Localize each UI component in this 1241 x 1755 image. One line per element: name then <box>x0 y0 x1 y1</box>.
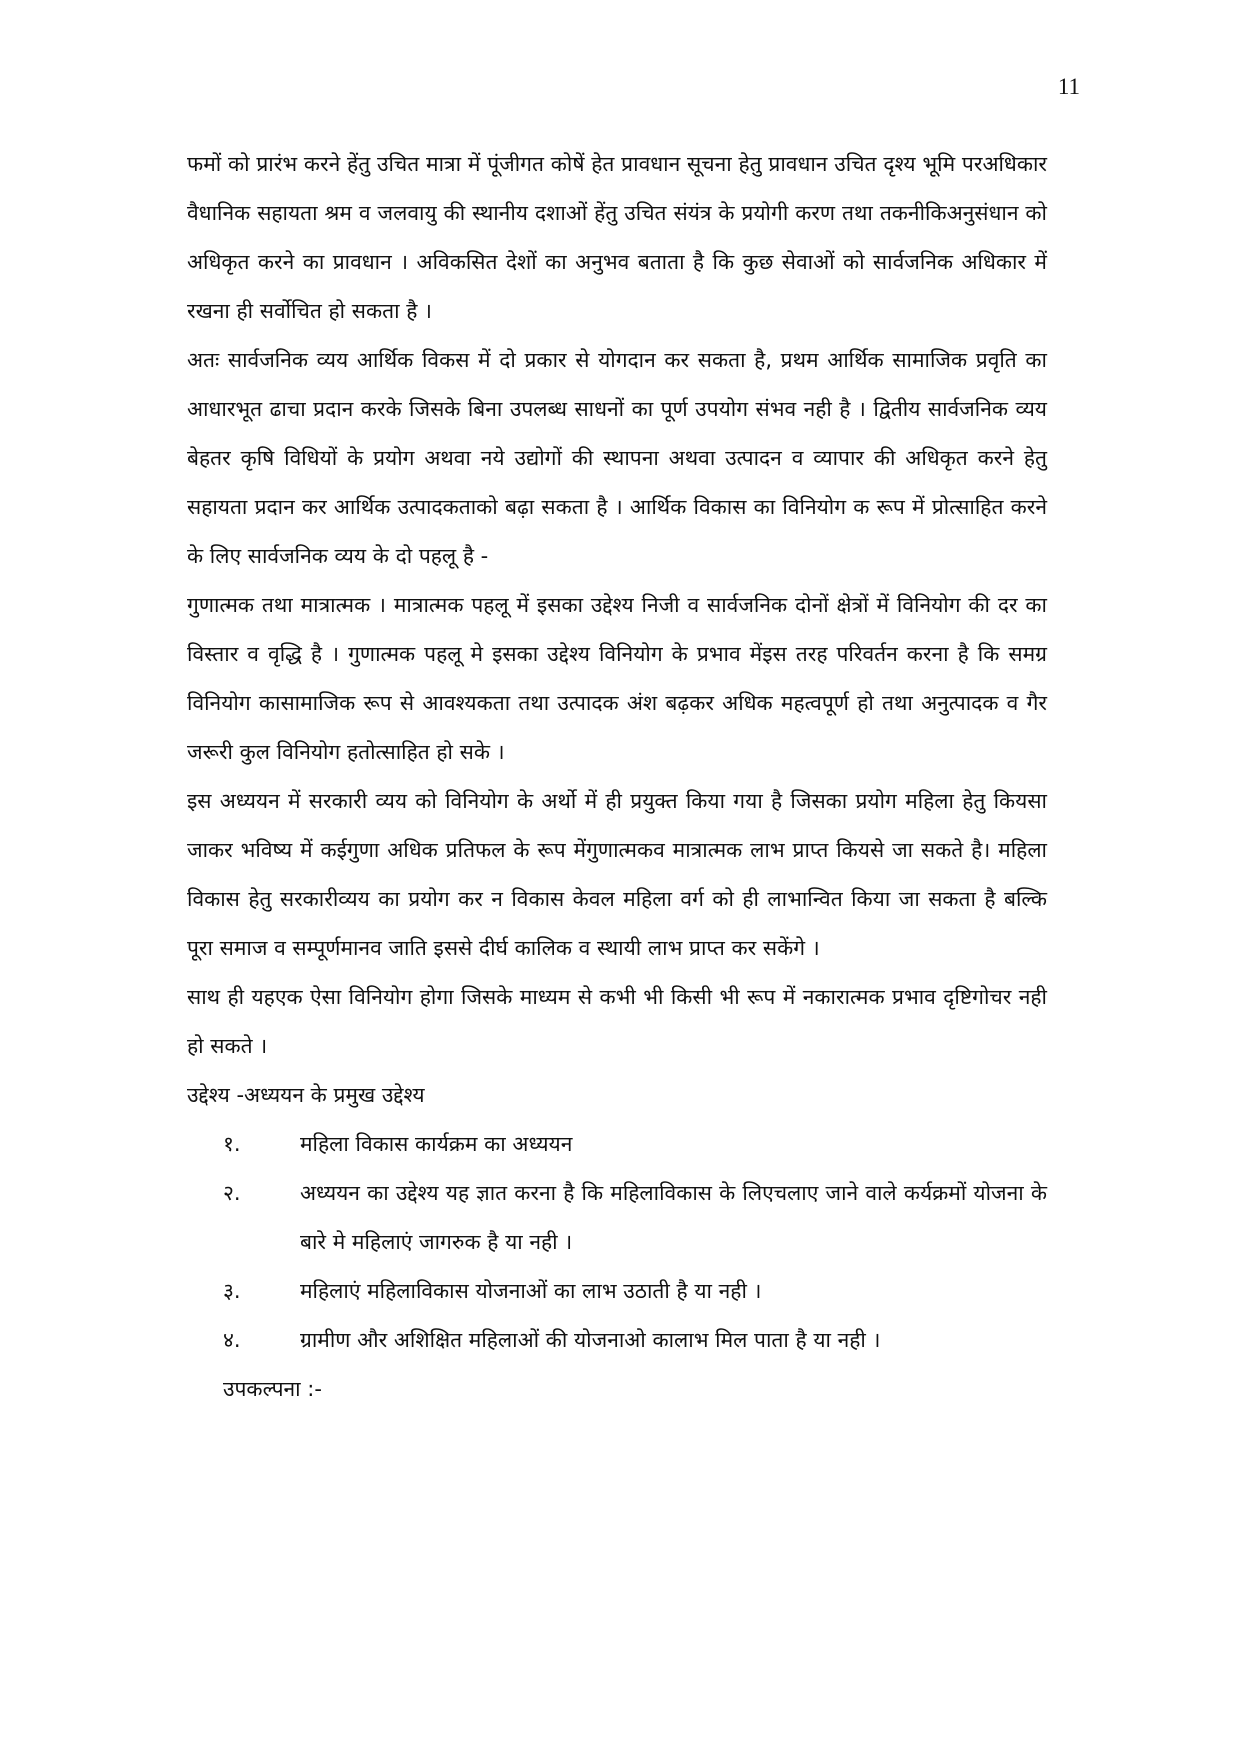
list-item-text: अध्ययन का उद्देश्य यह ज्ञात करना है कि महिलाविकास के लिएचलाए जाने वाले कर्यक्रमों योजना के बारे मे महिलाएं जागरुक है या नही । <box>300 1181 1047 1254</box>
list-item-number: २. <box>223 1181 241 1205</box>
list-item <box>187 1169 1047 1267</box>
page-number: 11 <box>1057 74 1080 99</box>
list-item-number: ३. <box>223 1279 241 1303</box>
paragraph: फमों को प्रारंभ करने हेंतु उचित मात्रा में पूंजीगत कोषें हेत प्रावधान सूचना हेतु प्रावधान उचित दृश्य भूमि परअधिकार वैधानिक सहायता श्रम व जलवायु की स्थानीय दशाओं हेंतु उचित संयंत्र के प्रयोगी करण तथा तकनीकिअनुसंधान को अधिकृत करने का प्रावधान । अविकसित देशों का अनुभव बताता है कि कुछ सेवाओं को सार्वजनिक अधिकार में रखना ही सर्वोचित हो सकता है । <box>187 152 1047 323</box>
paragraph: गुणात्मक तथा मात्रात्मक । मात्रात्मक पहलू में इसका उद्देश्य निजी व सार्वजनिक दोनों क्षेत्रों में विनियोग की दर का विस्तार व वृद्धि है । गुणात्मक पहलू मे इसका उद्देश्य विनियोग के प्रभाव मेंइस तरह परिवर्तन करना है कि समग्र विनियोग कासामाजिक रूप से आवश्यकता तथा उत्पादक अंश बढ़कर अधिक महत्वपूर्ण हो तथा अनुत्पादक व गैर जरूरी कुल विनियोग हतोत्साहित हो सके । <box>187 593 1047 764</box>
list-item-number: १. <box>223 1132 241 1156</box>
list-item-text: ग्रामीण और अशिक्षित महिलाओं की योजनाओ कालाभ मिल पाता है या नही । <box>300 1328 881 1352</box>
hypothesis-heading: उपकल्पना :- <box>223 1377 322 1401</box>
list-item <box>187 1316 1047 1365</box>
objectives-heading: उद्देश्य -अध्ययन के प्रमुख उद्देश्य <box>187 1083 425 1107</box>
list-item-number: ४. <box>223 1328 241 1352</box>
document-body <box>187 140 1047 1414</box>
list-item-text: महिला विकास कार्यक्रम का अध्ययन <box>300 1132 573 1156</box>
paragraph: अतः सार्वजनिक व्यय आर्थिक विकस में दो प्रकार से योगदान कर सकता है, प्रथम आर्थिक सामाजिक प्रवृति का आधारभूत ढाचा प्रदान करके जिसके बिना उपलब्ध साधनों का पूर्ण उपयोग संभव नही है । द्वितीय सार्वजनिक व्यय बेहतर कृषि विधियों के प्रयोग अथवा नये उद्योगों की स्थापना अथवा उत्पादन व व्यापार की अधिकृत करने हेतु सहायता प्रदान कर आर्थिक उत्पादकताको बढ़ा सकता है । आर्थिक विकास का विनियोग क रूप में प्रोत्साहित करने के लिए सार्वजनिक व्यय के दो पहलू है - <box>187 348 1047 568</box>
paragraph: साथ ही यहएक ऐसा विनियोग होगा जिसके माध्यम से कभी भी किसी भी रूप में नकारात्मक प्रभाव दृष्टिगोचर नही हो सकते । <box>187 985 1047 1058</box>
list-item-text: महिलाएं महिलाविकास योजनाओं का लाभ उठाती है या नही । <box>300 1279 762 1303</box>
objectives-list <box>187 1120 1047 1365</box>
paragraph: इस अध्ययन में सरकारी व्यय को विनियोग के अर्थो में ही प्रयुक्त किया गया है जिसका प्रयोग महिला हेतु कियसा जाकर भविष्य में कईगुणा अधिक प्रतिफल के रूप मेंगुणात्मकव मात्रात्मक लाभ प्राप्त कियसे जा सकते है। महिला विकास हेतु सरकारीव्यय का प्रयोग कर न विकास केवल महिला वर्ग को ही लाभान्वित किया जा सकता है बल्कि पूरा समाज व सम्पूर्णमानव जाति इससे दीर्घ कालिक व स्थायी लाभ प्राप्त कर सकेंगे । <box>187 789 1047 960</box>
list-item <box>187 1120 1047 1169</box>
list-item <box>187 1267 1047 1316</box>
